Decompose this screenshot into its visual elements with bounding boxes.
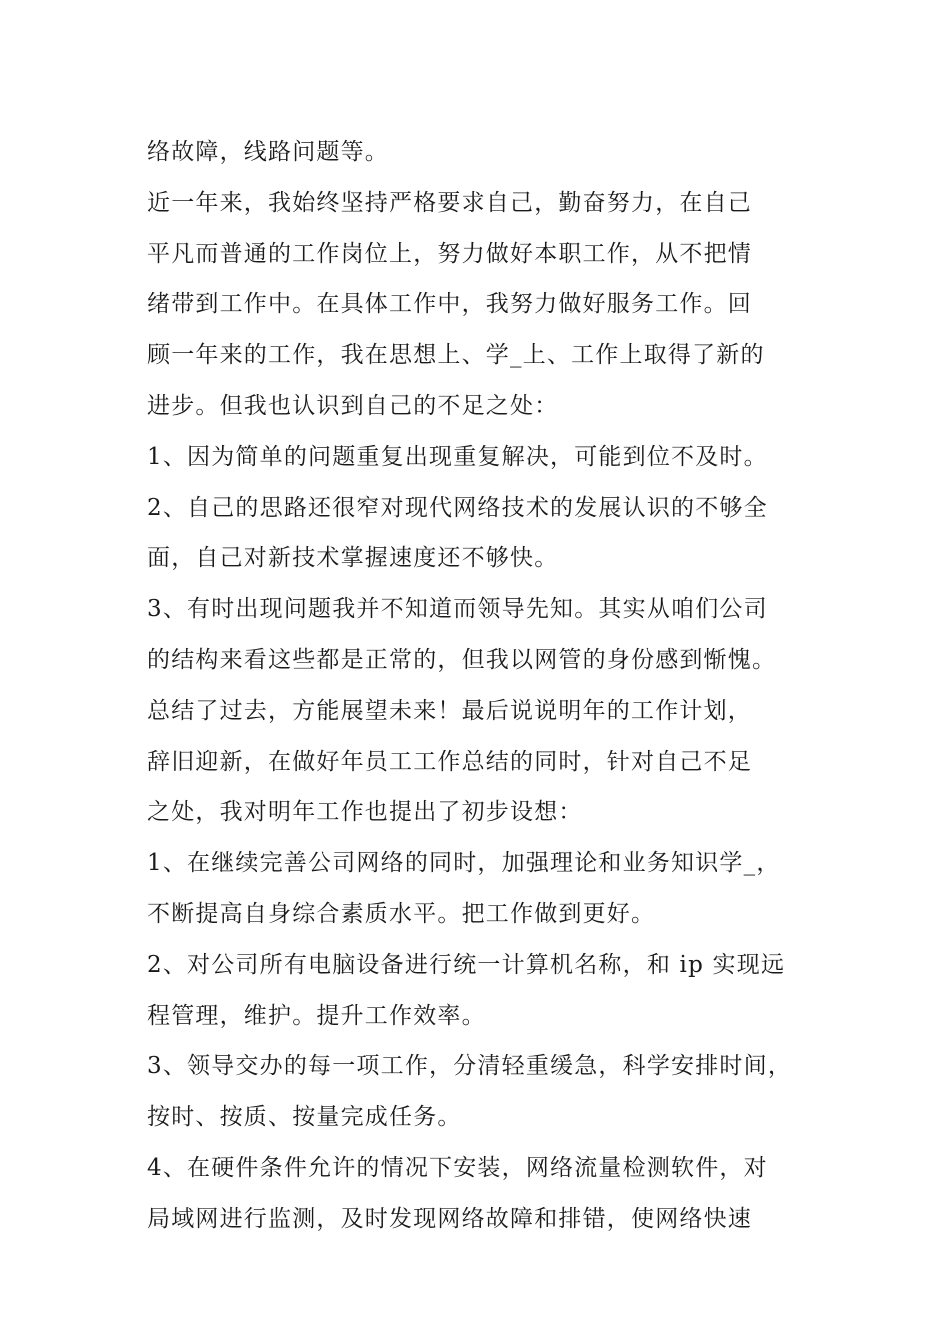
text-line: 局域网进行监测，及时发现网络故障和排错，使网络快速 (147, 1205, 752, 1232)
list-item: 1、因为简单的问题重复出现重复解决，可能到位不及时。 (147, 443, 768, 470)
text-line: 的结构来看这些都是正常的，但我以网管的身份感到惭愧。 (147, 646, 777, 673)
text-line: 平凡而普通的工作岗位上，努力做好本职工作，从不把情 (147, 240, 752, 267)
text-line: 程管理，维护。提升工作效率。 (147, 1002, 486, 1029)
list-item: 4、在硬件条件允许的情况下安装，网络流量检测软件，对 (147, 1154, 768, 1181)
document-body (147, 127, 827, 1245)
text-line: 近一年来，我始终坚持严格要求自己，勤奋努力，在自己 (147, 189, 752, 216)
list-item: 3、领导交办的每一项工作，分清轻重缓急，科学安排时间， (147, 1053, 793, 1080)
text-line: 总结了过去，方能展望未来！最后说说明年的工作计划， (147, 697, 752, 724)
list-item: 2、对公司所有电脑设备进行统一计算机名称，和 ip 实现远 (147, 951, 786, 978)
list-item: 1、在继续完善公司网络的同时，加强理论和业务知识学_， (147, 850, 781, 877)
text-line: 不断提高自身综合素质水平。把工作做到更好。 (147, 900, 656, 927)
text-line: 按时、按质、按量完成任务。 (147, 1104, 462, 1131)
text-line: 进步。但我也认识到自己的不足之处： (147, 392, 559, 419)
text-line: 辞旧迎新，在做好年员工工作总结的同时，针对自己不足 (147, 748, 752, 775)
text-line: 顾一年来的工作，我在思想上、学_上、工作上取得了新的 (147, 342, 765, 369)
list-item: 2、自己的思路还很窄对现代网络技术的发展认识的不够全 (147, 494, 768, 521)
text-line: 面，自己对新技术掌握速度还不够快。 (147, 545, 559, 572)
text-line: 之处，我对明年工作也提出了初步设想： (147, 799, 583, 826)
text-line: 绪带到工作中。在具体工作中，我努力做好服务工作。回 (147, 291, 752, 318)
list-item: 3、有时出现问题我并不知道而领导先知。其实从咱们公司 (147, 596, 768, 623)
text-line: 络故障，线路问题等。 (147, 139, 389, 165)
